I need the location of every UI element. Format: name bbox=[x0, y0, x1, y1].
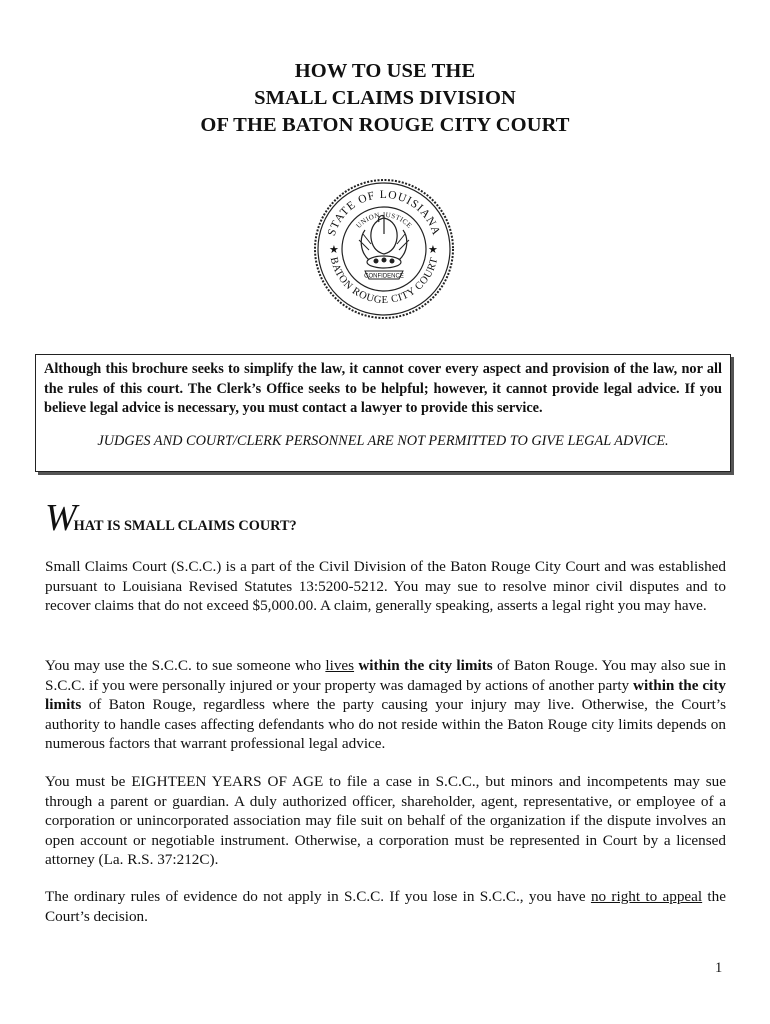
title-line-2: SMALL CLAIMS DIVISION bbox=[254, 87, 516, 109]
seal-top-text: STATE OF LOUISIANA bbox=[325, 188, 443, 238]
title-line-1: HOW TO USE THE bbox=[294, 60, 476, 82]
paragraph-4: The ordinary rules of evidence do not apply in S.C.C. If you lose in S.C.C., you have no right to appeal the Court’s decision. bbox=[45, 888, 726, 925]
seal-inner-bottom-text: CONFIDENCE bbox=[364, 273, 404, 280]
dropcap: W bbox=[45, 497, 77, 539]
notice-text: Although this brochure seeks to simplify the law, it cannot cover every aspect and provision of the law, nor all the rules of this court. The Clerk’s Office seeks to be helpful; however, it cannot provide legal advice. If you believe legal advice is necessary, you must contact a lawyer to provide this service. bbox=[44, 361, 722, 417]
svg-text:★: ★ bbox=[329, 243, 339, 256]
title-line-3: OF THE BATON ROUGE CITY COURT bbox=[200, 114, 570, 136]
paragraph-1: Small Claims Court (S.C.C.) is a part of the Civil Division of the Baton Rouge City Court and was established pursuant to Louisiana Revised Statutes 13:5200-5212. You may sue to resolve minor civil disputes and to recover claims that do not exceed $5,000.00. A claim, generally speaking, asserts a legal right you may have. bbox=[45, 558, 726, 614]
legal-notice-box bbox=[35, 354, 731, 472]
no-right-to-appeal: no right to appeal bbox=[590, 888, 703, 905]
paragraph-3: You must be EIGHTEEN YEARS OF AGE to file a case in S.C.C., but minors and incompetents may sue through a parent or guardian. A duly authorized officer, shareholder, agent, representative, or employee of a corporation or unincorporated association may file suit on behalf of the organization if the dispute involves an open account or negotiable instrument. Otherwise, a corporation must be represented in Court by a licensed attorney (La. R.S. 37:212C). bbox=[45, 773, 726, 868]
within-city-limits-1: within the city limits bbox=[358, 657, 493, 674]
paragraph-2: You may use the S.C.C. to sue someone who lives within the city limits of Baton Rouge. You may also sue in S.C.C. if you were personally injured or your property was damaged by actions of another party within the city limits of Baton Rouge, regardless where the party causing your injury may live. Otherwise, the Court’s authority to handle cases affecting defendants who do not reside within the Baton Rouge city limits depends on numerous factors that warrant professional legal advice. bbox=[45, 657, 726, 752]
seal-inner-top-text: UNION JUSTICE bbox=[354, 210, 414, 230]
within-city-limits-2: within the city limits bbox=[45, 676, 726, 713]
seal-bottom-text: BATON ROUGE CITY COURT bbox=[327, 256, 441, 307]
notice-warning: JUDGES AND COURT/CLERK PERSONNEL ARE NOT PERMITTED TO GIVE LEGAL ADVICE. bbox=[97, 432, 669, 449]
heading-text: HAT IS SMALL CLAIMS COURT? bbox=[73, 518, 297, 534]
page-number: 1 bbox=[715, 960, 723, 976]
section-heading bbox=[45, 496, 297, 540]
svg-text:★: ★ bbox=[428, 243, 438, 256]
page-title bbox=[0, 58, 770, 139]
pelican-seal-icon bbox=[313, 178, 455, 320]
lives-underlined: lives bbox=[325, 657, 355, 674]
